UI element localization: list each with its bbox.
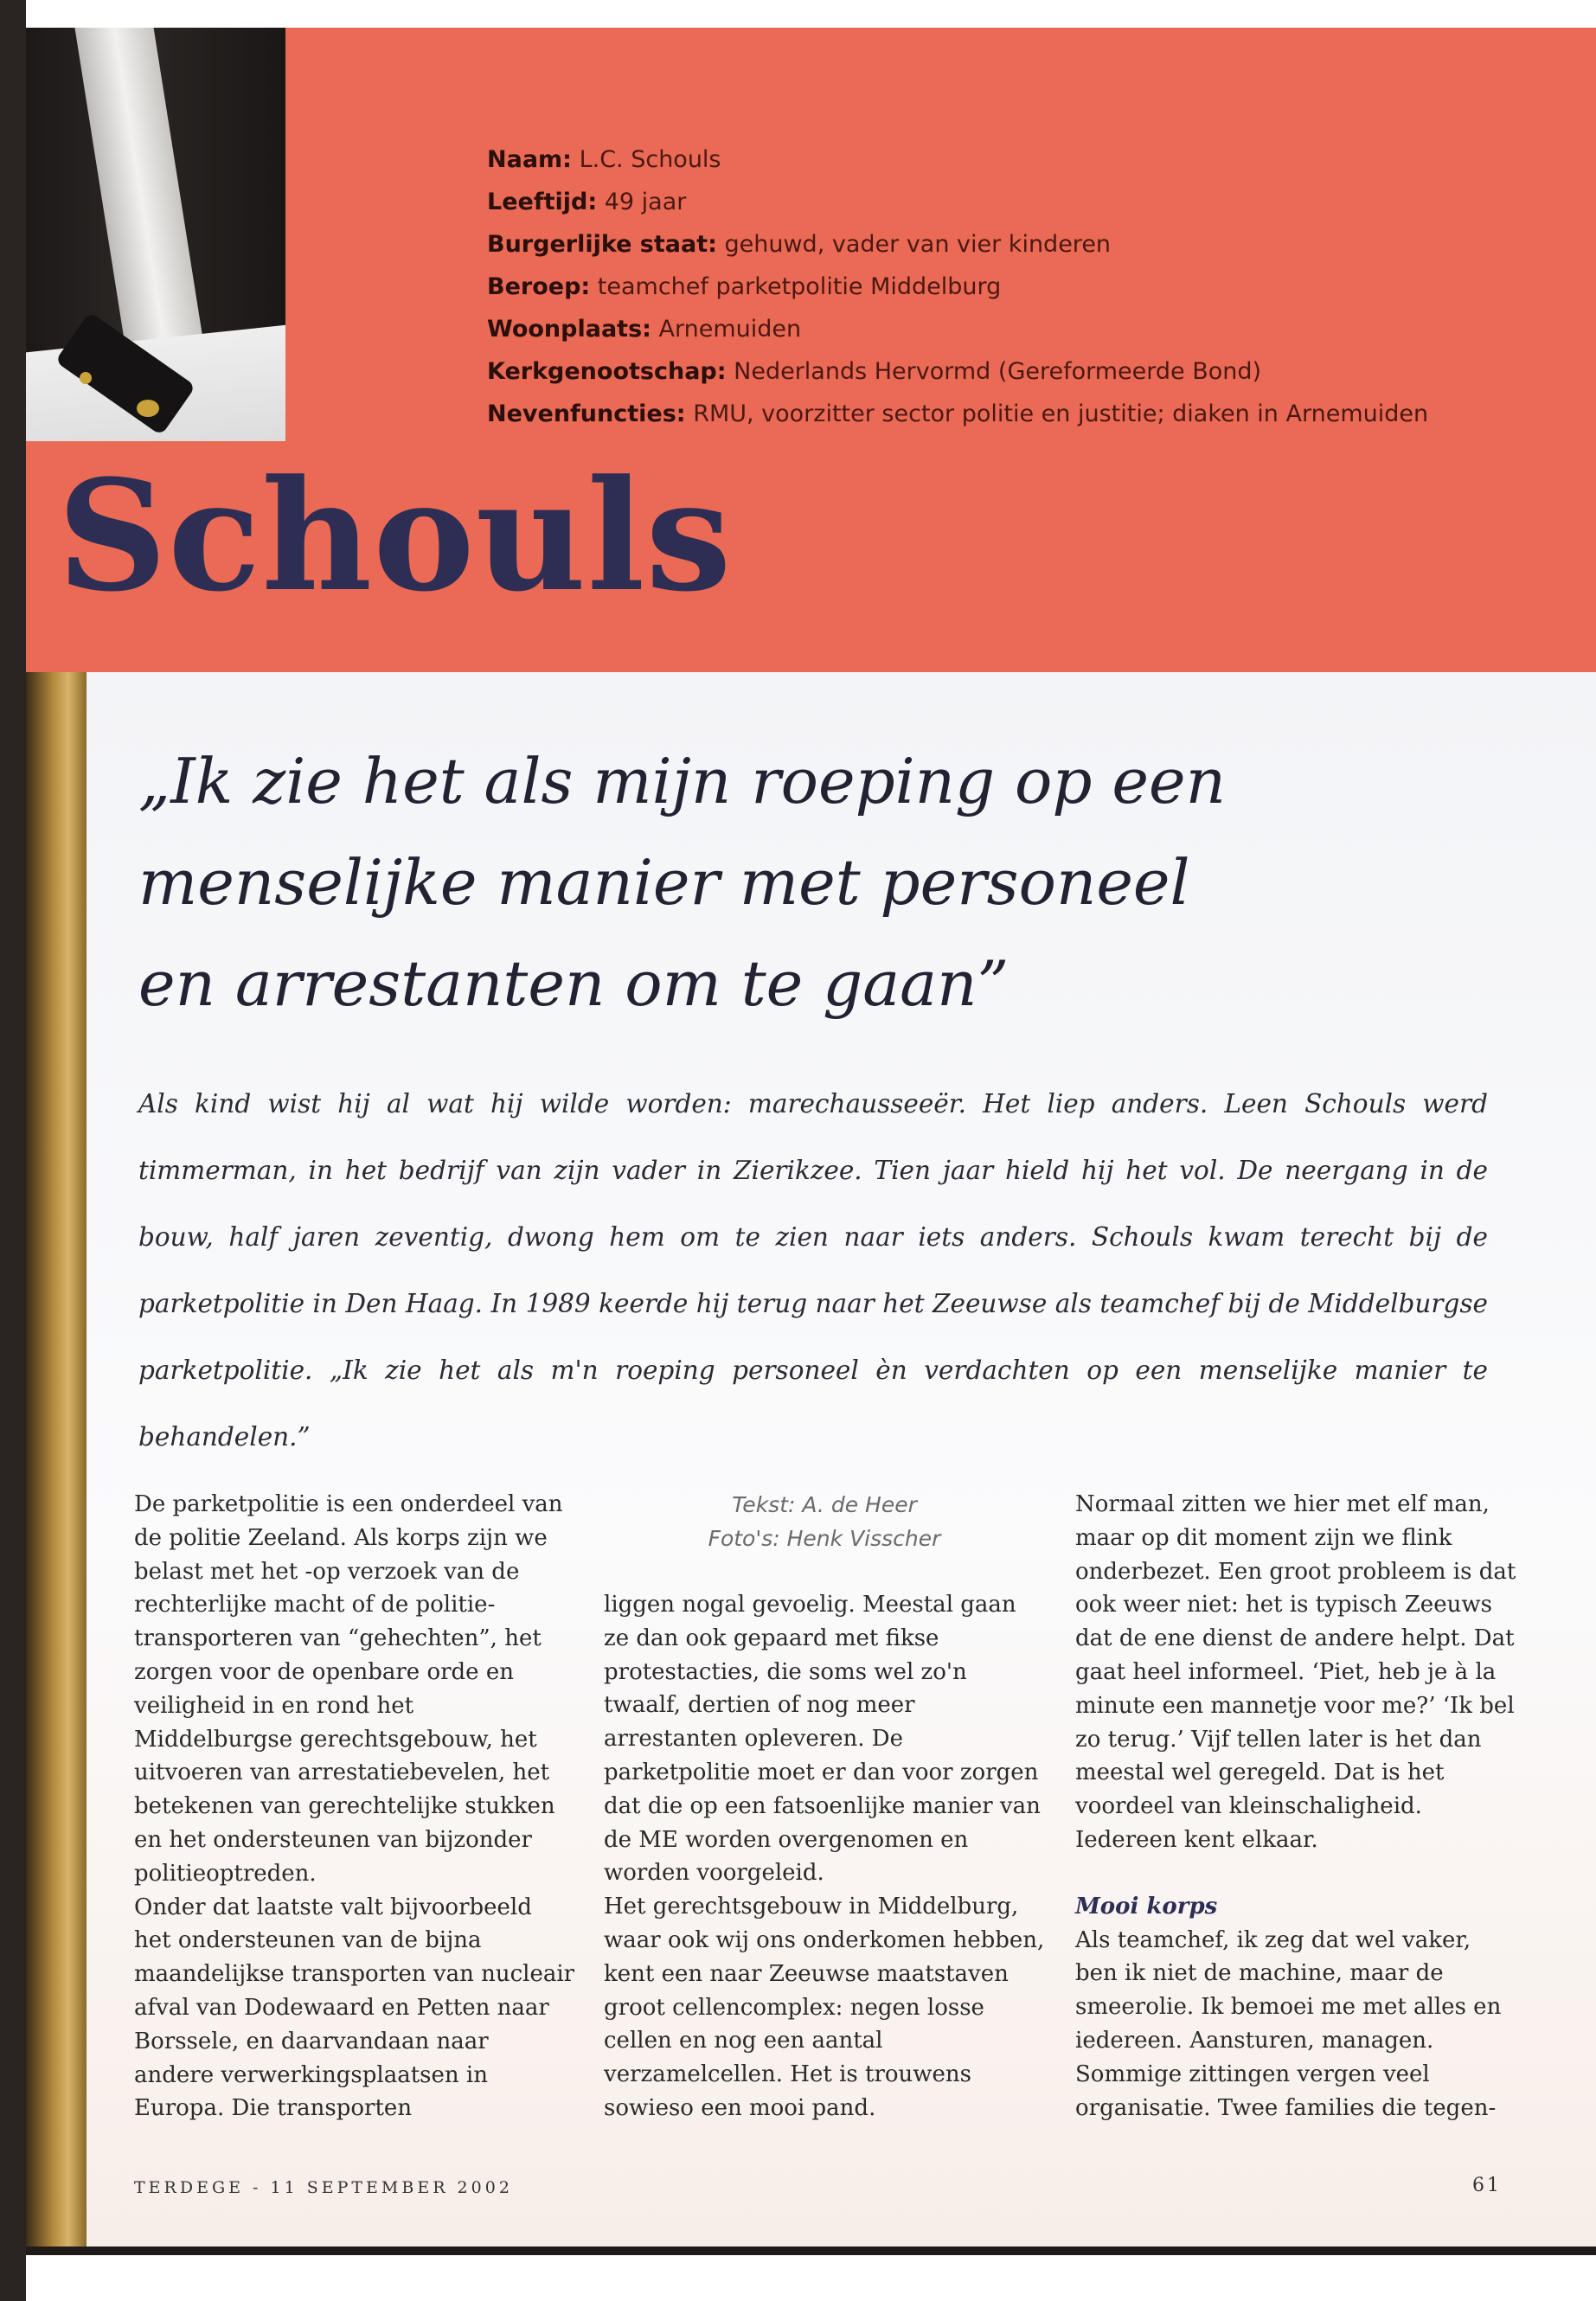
- column-paragraph: Het gerechtsgebouw in Middelburg, waar ook wij ons onderkomen hebben, kent een naar Zeeuwse maatstaven groot cellencomplex: negen losse cellen en nog een aantal verzamelcellen. Het is trouwens sowieso een mooi pand.: [604, 1894, 1045, 2121]
- epaulette-button: [80, 372, 92, 384]
- column-2: [604, 1488, 1045, 2125]
- profile-label: Beroep:: [487, 273, 591, 300]
- pull-quote: „Ik zie het als mijn roeping op een menselijke manier met personeel en arrestanten om te gaan”: [138, 745, 1226, 1020]
- profile-value: gehuwd, vader van vier kinderen: [724, 231, 1112, 258]
- column-paragraph: Normaal zitten we hier met elf man, maar op dit moment zijn we flink onderbezet. Een groot probleem is dat ook weer niet: het is typisch Zeeuws dat de ene dienst de andere helpt. Dat gaat heel informeel. ‘Piet, heb je à la minute een mannetje voor me?’ ‘Ik bel zo terug.’ Vijf tellen later is het dan meestal wel geregeld. Dat is het voordeel van kleinschaligheid. Iedereen kent elkaar.: [1075, 1491, 1516, 1853]
- profile-value: teamchef parketpolitie Middelburg: [597, 273, 1002, 300]
- uniform-photo: [26, 28, 285, 441]
- profile-label: Woonplaats:: [487, 316, 651, 343]
- column-paragraph: liggen nogal gevoelig. Meestal gaan ze dan ook gepaard met fikse protestacties, die soms wel zo'n twaalf, dertien of nog meer arrestanten opleveren. De parketpolitie moet er dan voor zorgen dat die op een fatsoenlijke manier van de ME worden overgenomen en worden voorgeleid.: [604, 1592, 1041, 1887]
- column-paragraph: Onder dat laatste valt bijvoorbeeld het ondersteunen van de bijna maandelijkse transporten van nucleair afval van Dodewaard en Petten naar Borssele, en daarvandaan naar andere verwerkingsplaatsen in Europa. Die transporten: [134, 1894, 575, 2122]
- column-paragraph: De parketpolitie is een onderdeel van de politie Zeeland. Als korps zijn we belast met het -op verzoek van de rechterlijke macht of de politie- transporteren van “gehechten”, het zorgen voor de openbare orde en veiligheid in en rond het Middelburgse gerechtsgebouw, het uitvoeren van arrestatiebevelen, het betekenen van gerechtelijke stukken en het ondersteunen van bijzonder politieoptreden.: [134, 1491, 563, 1887]
- profile-kerkgenootschap: [487, 350, 1428, 393]
- profile-value: RMU, voorzitter sector politie en justitie; diaken in Arnemuiden: [693, 401, 1429, 427]
- profile-value: Arnemuiden: [658, 316, 802, 343]
- credit-foto: Foto's: Henk Visscher: [708, 1526, 941, 1551]
- profile-label: Kerkgenootschap:: [487, 358, 727, 385]
- profile-value: 49 jaar: [604, 189, 687, 215]
- page-number: 61: [1472, 2175, 1502, 2196]
- credit-tekst: Tekst: A. de Heer: [732, 1492, 917, 1517]
- column-paragraph: Als teamchef, ik zeg dat wel vaker, ben ik niet de machine, maar de smeerolie. Ik bemoei me met alles en iedereen. Aansturen, managen. Sommige zittingen vergen veel organisatie. Twee families die tegen-: [1075, 1926, 1502, 2121]
- profile-label: Naam:: [487, 146, 572, 173]
- gold-side-stripe: [26, 672, 87, 2247]
- scan-edge-line: [26, 2247, 1596, 2255]
- footer-publication: TERDEGE - 11 SEPTEMBER 2002: [134, 2178, 513, 2197]
- article-title: Schouls: [57, 446, 733, 625]
- profile-nevenfuncties: [487, 393, 1428, 435]
- column-1: [134, 1488, 575, 2125]
- intro-paragraph: Als kind wist hij al wat hij wilde worden: marechausseeër. Het liep anders. Leen Schouls werd timmerman, in het bedrijf van zijn vader in Zierikzee. Tien jaar hield hij het vol. De neergang in de bouw, half jaren zeventig, dwong hem om te zien naar iets anders. Schouls kwam terecht bij de parketpolitie in Den Haag. In 1989 keerde hij terug naar het Zeeuwse als teamchef bij de Middelburgse parketpolitie. „Ik zie het als m'n roeping personeel èn verdachten op een menselijke manier te behandelen.”: [138, 1089, 1488, 1452]
- profile-value: Nederlands Hervormd (Gereformeerde Bond): [734, 358, 1262, 385]
- column-3: [1075, 1488, 1516, 2125]
- profile-naam: [487, 138, 1428, 181]
- credits: [604, 1488, 1045, 1555]
- profile-label: Leeftijd:: [487, 189, 598, 215]
- profile-label: Burgerlijke staat:: [487, 231, 717, 258]
- subheading: Mooi korps: [1075, 1893, 1218, 1920]
- profile-label: Nevenfuncties:: [487, 401, 686, 427]
- profile-value: L.C. Schouls: [579, 146, 721, 173]
- profile-facts: [487, 138, 1428, 435]
- profile-burgerlijke-staat: [487, 223, 1428, 266]
- crown-insignia: [137, 400, 159, 417]
- profile-woonplaats: [487, 308, 1428, 350]
- scan-border-left: [0, 0, 26, 2301]
- profile-leeftijd: [487, 181, 1428, 223]
- profile-beroep: [487, 266, 1428, 308]
